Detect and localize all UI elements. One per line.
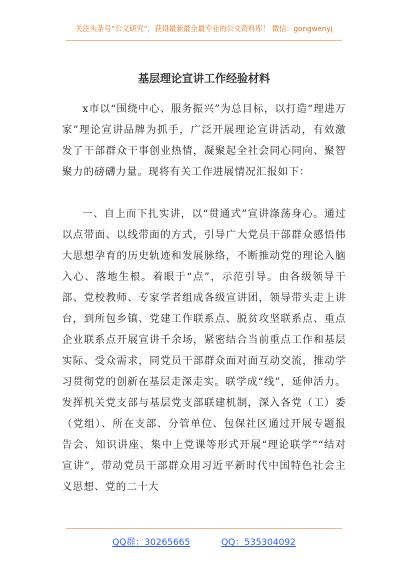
intro-paragraph: x市以“围绕中心、服务振兴”为总目标，以打造“理进万家”理论宣讲品牌为抓手，广泛开展理论宣讲活动，有效激发了干部群众干事创业热情，凝聚起全社会同心同向、聚智聚力的磅礴力量。现将有关工作进展情况汇报如下： [62,104,346,178]
footer-divider [66,528,342,529]
document-title: 基层理论宣讲工作经验材料 [138,72,270,85]
qq-group-link[interactable]: QQ群：30265665 [112,538,191,548]
qq-contact-link[interactable]: QQ：535304092 [221,538,296,548]
document-body [62,99,346,498]
header-divider [66,40,342,41]
contact-footer [0,535,408,548]
section-one-paragraph: 一、自上而下扎实讲，以“贯通式”宣讲涤荡身心。通过以点带面、以线带面的方式，引导广大党员干部群众感悟伟大思想孕育的历史轨迹和发展脉络，不断推动党的理论入脑入心、落地生根。着眼于“点”，示范引导。由各级领导干部、党校教师、专家学者组成各级宣讲团，领导带头走上讲台，到所包乡镇、党建工作联系点、脱贫攻坚联系点、重点企业联系点开展宣讲千余场，紧密结合当前重点工作和基层实际、受众需求，同党员干部群众面对面互动交流，推动学习贯彻党的创新在基层走深走实。联学成“线”，延伸活力。发挥机关党支部与基层党支部联建机制，深入各党（工）委（党组）、所在支部、分管单位、包保社区通过开展专题报告会、知识讲座、集中上党课等形式开展“理论联学”“结对宣讲”，带动党员干部群众用习近平新时代中国特色社会主义思想、党的二十大 [62,209,346,493]
promo-banner: 关注头条号“公文研究”，获得最新最全最专业的公文资料库！ 微信：gongwenyj [75,24,333,33]
